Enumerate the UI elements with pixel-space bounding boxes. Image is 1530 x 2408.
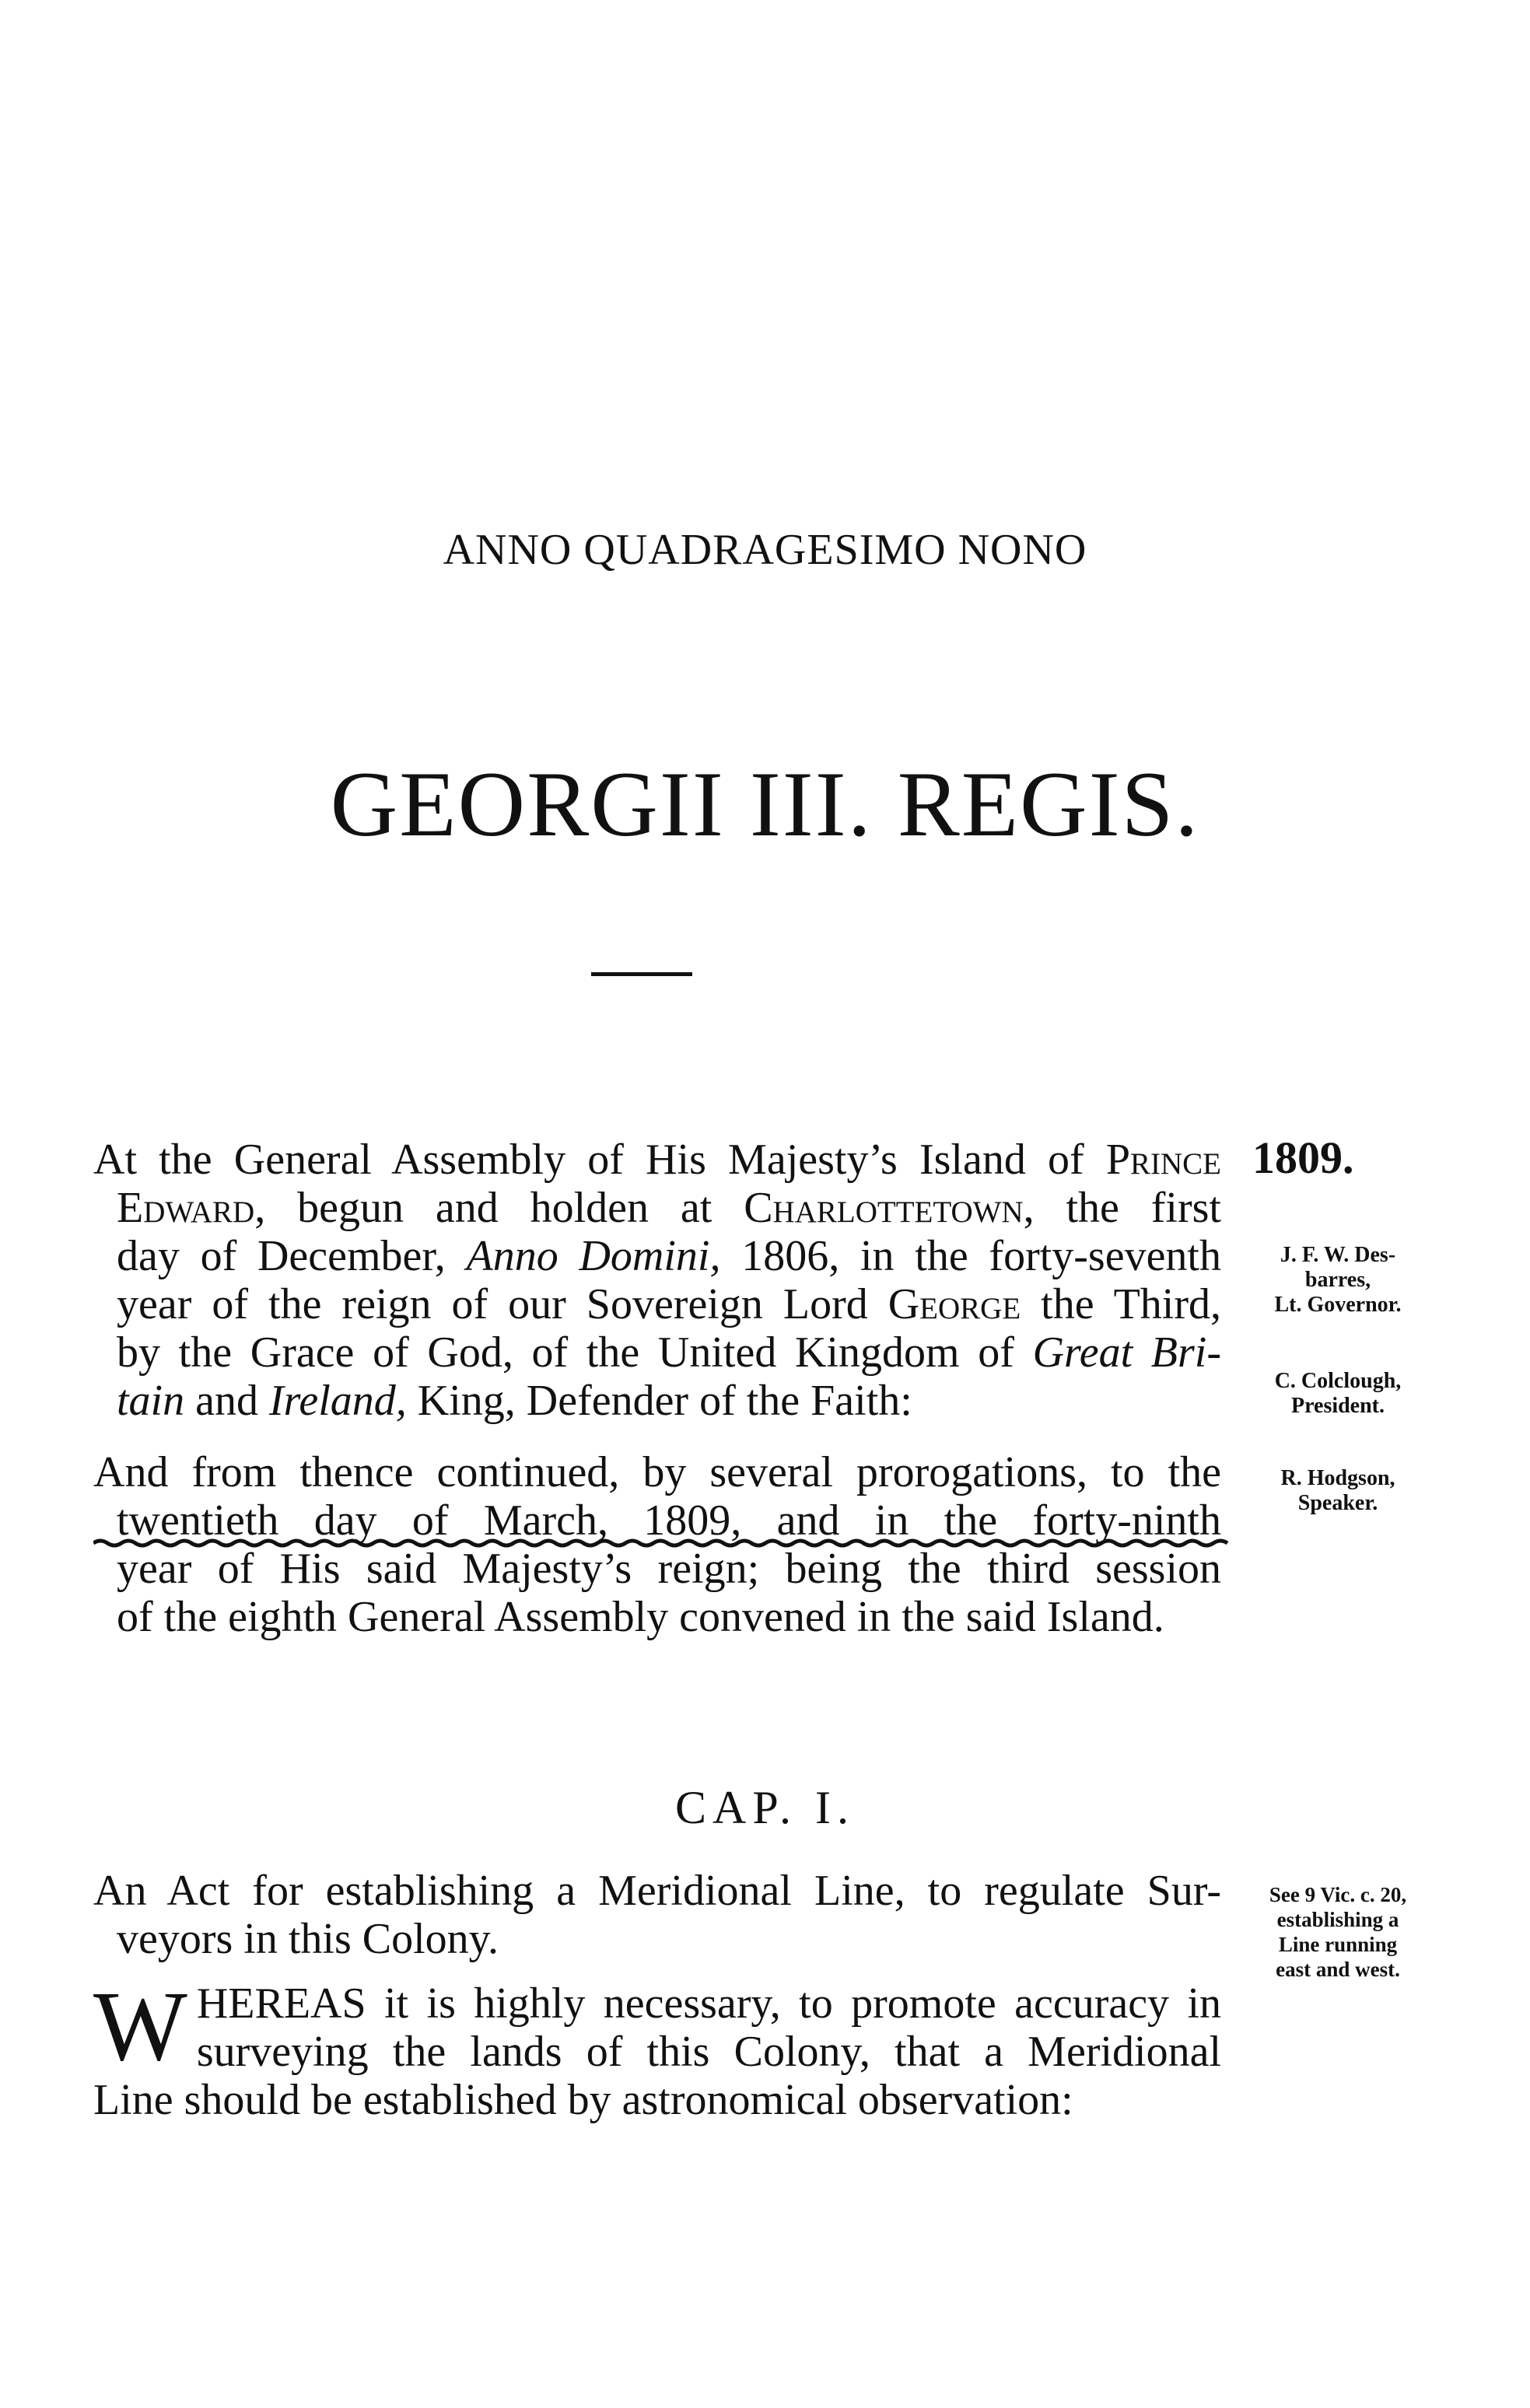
text-run: the Third, xyxy=(1021,1280,1221,1328)
small-caps-run: Charlottetown xyxy=(744,1184,1024,1232)
drop-cap: W xyxy=(93,1971,187,2081)
text-run: day of December, xyxy=(117,1232,467,1280)
act-body-line: surveying the lands of this Colony, that a Meridional xyxy=(196,2028,1221,2076)
text-run: At the General Assembly of His Majesty’s Island of xyxy=(93,1136,1106,1184)
italic-run: Anno Domini, xyxy=(466,1232,721,1280)
text-run: year of the reign of our Sovereign Lord xyxy=(117,1280,888,1328)
margin-year: 1809. xyxy=(1252,1132,1354,1183)
president-title: President. xyxy=(1290,1394,1385,1418)
text-run: and xyxy=(184,1377,269,1425)
preamble-line: twentieth day of March, 1809, and in the forty-ninth xyxy=(117,1496,1221,1545)
act-body xyxy=(93,1971,1221,2124)
cap-note-line: See 9 Vic. c. 20, xyxy=(1269,1883,1407,1906)
small-caps-run: Prince xyxy=(1105,1136,1221,1184)
act-title-line: veyors in this Colony. xyxy=(117,1915,499,1963)
text-run: King, Defender of the Faith: xyxy=(406,1377,912,1425)
governor-name-cont: barres, xyxy=(1304,1268,1371,1292)
speaker-title: Speaker. xyxy=(1297,1491,1378,1515)
small-caps-run: George xyxy=(888,1280,1021,1328)
act-title xyxy=(93,1867,1221,1963)
preamble-paragraph-1 xyxy=(93,1136,1221,1425)
cap-note-line: Line running xyxy=(1278,1933,1398,1956)
text-run: , begun and holden at xyxy=(254,1184,744,1232)
chapter-heading: CAP. I. xyxy=(674,1782,856,1833)
preamble-line xyxy=(93,1328,1221,1377)
cap-note-line: east and west. xyxy=(1276,1958,1400,1981)
text-run: , the first xyxy=(1023,1184,1221,1232)
preamble-line xyxy=(93,1232,1221,1280)
governor-name: J. F. W. Des- xyxy=(1280,1243,1396,1267)
president-name: C. Colclough, xyxy=(1274,1369,1402,1393)
preamble-line xyxy=(93,1184,1221,1232)
italic-run: Ireland, xyxy=(268,1377,407,1425)
cap-note-line: establishing a xyxy=(1276,1908,1399,1931)
italic-run: Great Bri- xyxy=(1032,1328,1222,1377)
preamble-line xyxy=(93,1136,1221,1184)
anno-heading: ANNO QUADRAGESIMO NONO xyxy=(443,526,1087,574)
act-body-line: Line should be established by astronomical observation: xyxy=(93,2076,1073,2124)
speaker-name: R. Hodgson, xyxy=(1280,1466,1395,1490)
text-run: 1806, in the forty-seventh xyxy=(720,1232,1221,1280)
act-title-line: An Act for establishing a Meridional Line, to regulate Sur- xyxy=(93,1867,1221,1915)
preamble-line: of the eighth General Assembly convened in the said Island. xyxy=(117,1593,1164,1641)
preamble-line: And from thence continued, by several prorogations, to the xyxy=(93,1448,1221,1496)
margin-governor xyxy=(1229,1243,1447,1318)
preamble-line xyxy=(93,1280,1221,1328)
margin-speaker xyxy=(1229,1466,1447,1516)
regis-title: GEORGII III. REGIS. xyxy=(330,752,1200,856)
governor-title: Lt. Governor. xyxy=(1274,1293,1402,1317)
margin-cap-note xyxy=(1229,1882,1447,1982)
margin-president xyxy=(1229,1369,1447,1419)
preamble-line xyxy=(93,1377,1221,1425)
small-caps-run: Edward xyxy=(117,1184,255,1232)
italic-run: tain xyxy=(117,1377,185,1425)
act-body-line: HEREAS it is highly necessary, to promote accuracy in xyxy=(196,1979,1221,2028)
wavy-rule xyxy=(93,1538,1233,1548)
text-run: by the Grace of God, of the United Kingdom of xyxy=(117,1328,1033,1377)
preamble-line: year of His said Majesty’s reign; being the third session xyxy=(117,1545,1221,1593)
title-rule xyxy=(591,972,692,976)
